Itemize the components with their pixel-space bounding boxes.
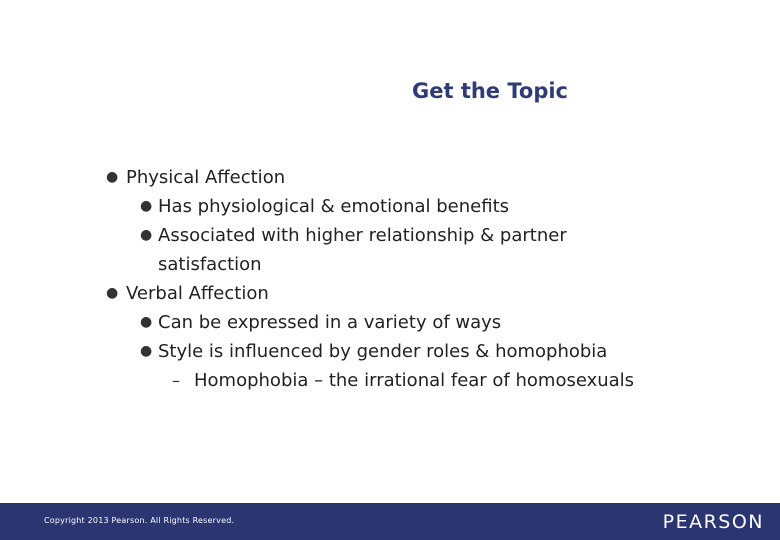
bullet-text: Has physiological & emotional benefits [158,196,509,217]
bullet-dot-icon: ● [106,285,119,301]
bullet-dot-icon: ● [140,198,153,214]
slide-title: Get the Topic [411,79,568,103]
footer-bar [0,503,780,540]
bullet-text: Physical Affection [126,167,286,188]
bullet-text: Style is influenced by gender roles & homophobia [158,341,608,362]
bullet-text-continuation: satisfaction [158,254,262,275]
list-item [0,337,780,366]
bullet-dot-icon: ● [140,227,153,243]
dash-icon: – [172,371,180,390]
bullet-text: Can be expressed in a variety of ways [158,312,502,333]
list-item [0,279,780,308]
bullet-list [0,163,780,395]
bullet-dot-icon: ● [140,314,153,330]
copyright-text: Copyright 2013 Pearson. All Rights Reserved. [44,516,235,525]
list-item-continuation [0,250,780,279]
list-item [0,366,780,395]
bullet-text: Homophobia – the irrational fear of homosexuals [194,370,635,391]
list-item [0,163,780,192]
list-item [0,308,780,337]
pearson-logo: PEARSON [662,511,764,533]
bullet-dot-icon: ● [140,343,153,359]
bullet-text: Verbal Affection [126,283,269,304]
list-item [0,192,780,221]
list-item [0,221,780,250]
bullet-text: Associated with higher relationship & partner [158,225,567,246]
bullet-dot-icon: ● [106,169,119,185]
